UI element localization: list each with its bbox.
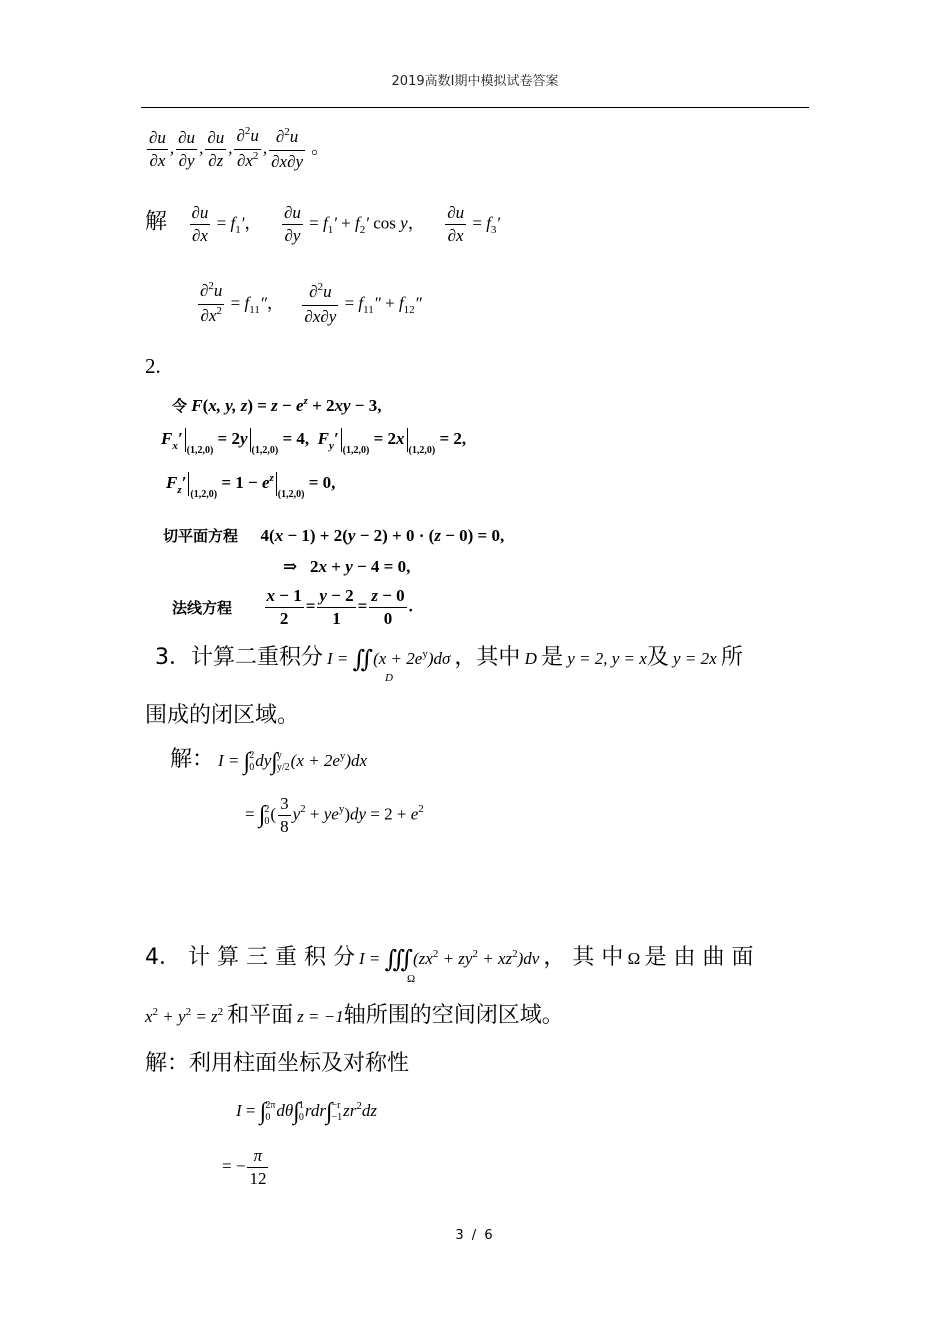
q3-text-b: ，其中 (454, 645, 521, 670)
q4-region-omega-sub: Ω (407, 973, 416, 985)
q3-jie: 解： (170, 747, 215, 772)
q3-text-c: 是 (541, 645, 564, 670)
page-header: 2019高数Ⅰ期中模拟试卷答案 (391, 74, 559, 89)
q4-text-c: 是 由 曲 面 (644, 945, 754, 970)
q4-text-b: ， 其 中 (543, 945, 624, 970)
q1-end-mark: 。 (311, 137, 330, 159)
q2-equation-F: 令 F(x, y, $z) = z - e^z + 2xy - 3$, (172, 395, 382, 415)
q1-comma-1: ， (244, 213, 262, 234)
q2-partial-z: $F_z'_{(1,2,0)} = 1 - e^z_{(1,2,0)} = 0$, (166, 471, 336, 500)
q2-ling: 令 (172, 397, 188, 415)
q1-jie-label: 解 (145, 209, 168, 235)
q2-normal-line: 法线方程 $\frac{x - 1}{2}$ = $\frac{y - 2}{1}$ = $\frac{z - 0}{0}$ . (172, 586, 413, 628)
q3-text-d: 及 (646, 645, 669, 670)
q2-tangent-simplified: ⇒ 2x + y − 4 = 0, (283, 557, 411, 576)
q1-comma-3: ， (266, 293, 284, 314)
q4-text-d: 和平面 (227, 1003, 294, 1028)
q1-solution-line2: $\frac{\partial^2u}{\partial x^2}$ = $f_{11}''$， $\frac{\partial^2u}{\partial x\partial y}$ = $f_{11}'' + f_{12}''$ (200, 280, 422, 326)
q4-solution-result: = − $\frac{\pi}{12}$ (222, 1146, 267, 1188)
q4-text-e: 轴所围的空间闭区域。 (343, 1003, 564, 1028)
q4-text-a: 4． 计 算 三 重 积 分 (145, 945, 355, 970)
q2-partials-xy: $F_x'_{(1,2,0)} = 2y_{(1,2,0)} = 4$, $F_y'_{(1,2,0)} = 2x_{(1,2,0)} = 2$, (161, 428, 467, 456)
q3-text-a: 3．计算二重积分 (155, 645, 323, 670)
q2-tangent-label: 切平面方程 (163, 527, 239, 545)
q3-problem-line1: 3．计算二重积分 I = ∬(x + $2e^y)d\sigma$ ，其中 D 是 y = 2, y = x及 y = 2x 所 (155, 645, 743, 673)
q4-problem-line1: 4． 计 算 三 重 积 分 $I = ∭(zx^2 + zy^2 + xz^2)dv$ ， 其 中 Ω 是 由 曲 面 (145, 945, 754, 973)
q3-region-D-sub: D (385, 672, 393, 684)
q3-problem-line2: 围成的闭区域。 (145, 703, 300, 728)
q3-text-e: 所 (720, 645, 743, 670)
q1-comma-2: ， (407, 213, 425, 234)
q3-solution-line2: = ∫ 2 0 ( $\frac{3}{8}$ $y^2 + ye^y)dy = 2 + e^2$ (245, 794, 424, 836)
header-rule (141, 107, 809, 108)
q2-label: 2. (145, 354, 161, 378)
page-number: 3 / 6 (455, 1228, 495, 1243)
q1-solution-line1: 解 $\frac{\partial u}{\partial x}$ = $f_1'$， $\frac{\partial u}{\partial y}$ = $f_1' + f_2'$ cos y， $\frac{\partial u}{\partial x}$ = $f_3'$ (145, 203, 501, 245)
q3-solution-line1: 解： I = ∫ 2 0 dy∫ y y/2 $(x + 2e^y)dx$ (170, 747, 368, 775)
q2-tangent-plane: 切平面方程 4(x − 1) + 2(y − 2) + 0 · (z − 0) = 0, (163, 526, 505, 545)
q1-derivative-list: $\frac{\partial u}{\partial x}$ , $\frac{\partial u}{\partial y}$ , $\frac{\partial u}{\partial z}$ , $\frac{\partial^2u}{\partial x^2}$ , $\frac{\partial^2u}{\partial x\partial y}$ 。 (149, 125, 330, 171)
q4-solution-integral: I = ∫ 2π 0 dθ∫ 1 0 rdr∫ −r −1 $zr^2dz$ (236, 1099, 378, 1125)
q4-solution-intro: 解：利用柱面坐标及对称性 (145, 1051, 410, 1076)
q4-problem-line2: $x^2 + y^2 = z^2$ 和平面 z = −1轴所围的空间闭区域。 (145, 1003, 564, 1028)
q2-normal-label: 法线方程 (172, 599, 233, 617)
